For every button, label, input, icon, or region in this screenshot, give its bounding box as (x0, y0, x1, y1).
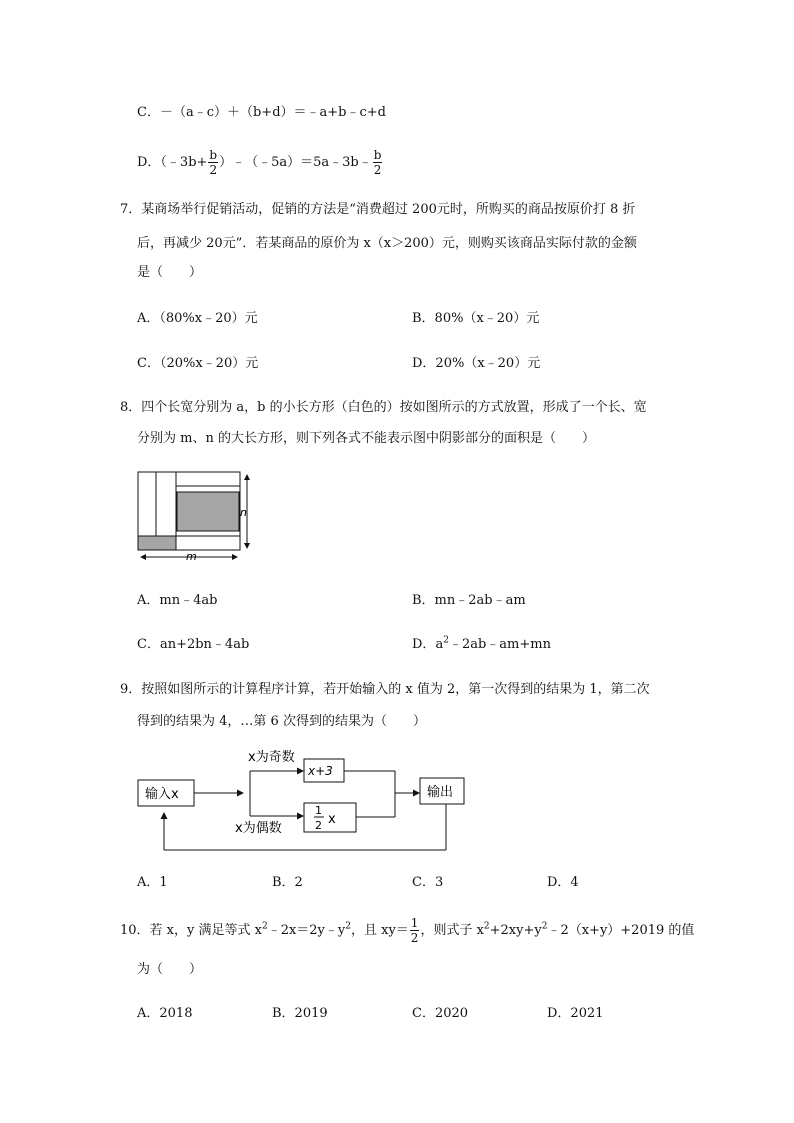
q7-option-d: D．20%（x﹣20）元 (412, 356, 541, 371)
q6-option-c: C．－（a﹣c）＋（b+d）＝﹣a+b﹣c+d (137, 105, 386, 120)
input-label: 输入x (145, 787, 179, 802)
half-x: x (328, 812, 336, 827)
plus3-label: x+3 (308, 764, 333, 778)
q9-option-a: A．1 (137, 875, 168, 890)
q6-option-d-prefix: D．（﹣3b+ (137, 155, 208, 170)
q10-fraction: $\frac{1}{2}$ (410, 916, 419, 945)
q10-option-d: D．2021 (547, 1006, 604, 1021)
q9-option-d: D．4 (547, 875, 579, 890)
q6-fraction-1: $\frac{b}{2}$ (209, 148, 218, 177)
q9-flowchart (130, 742, 480, 857)
q7-option-c: C．（20%x﹣20）元 (137, 356, 259, 371)
q6-fraction-2: $\frac{b}{2}$ (373, 148, 382, 177)
q10-option-b: B．2019 (272, 1006, 328, 1021)
odd-label: x为奇数 (248, 750, 295, 765)
q9-stem-line-1: 9．按照如图所示的计算程序计算，若开始输入的 x 值为 2，第一次得到的结果为 1，第二次 (120, 682, 650, 697)
q7-stem-line-2: 后，再减少 20元”．若某商品的原价为 x（x＞200）元，则购买该商品实际付款的金额 (137, 236, 637, 251)
q8-stem-line-1: 8．四个长宽分别为 a，b 的小长方形（白色的）按如图所示的方式放置，形成了一个长、宽 (120, 400, 647, 415)
q9-option-c: C．3 (412, 875, 444, 890)
q7-option-a: A．（80%x﹣20）元 (137, 311, 258, 326)
label-n: n (240, 506, 247, 519)
q10-option-c: C．2020 (412, 1006, 469, 1021)
label-m: m (186, 550, 197, 563)
shaded-region-bottom-left (138, 536, 176, 550)
q7-stem-line-1: 7．某商场举行促销活动，促销的方法是“消费超过 200元时，所购买的商品按原价打 8 折 (120, 202, 636, 217)
q8-option-d: D．$a^2﹣2ab﹣am+mn$ (412, 635, 551, 652)
q7-stem-line-3: 是（ ） (137, 265, 203, 280)
q10-option-a: A．2018 (137, 1006, 193, 1021)
q8-stem-line-2: 分别为 m、n 的大长方形，则下列各式不能表示图中阴影部分的面积是（ ） (137, 431, 595, 446)
output-label: 输出 (427, 785, 454, 800)
q8-option-a: A．mn﹣4ab (137, 593, 218, 608)
q9-stem-line-2: 得到的结果为 4，…第 6 次得到的结果为（ ） (137, 714, 426, 729)
even-label: x为偶数 (235, 821, 282, 836)
q8-rectangle-figure (130, 468, 260, 568)
shaded-region-right (177, 492, 239, 531)
q8-option-b: B．mn﹣2ab﹣am (412, 593, 526, 608)
q10-stem-line-1: 10．若 x，y 满足等式 $x^2﹣2x=2y﹣y^2$，且 xy＝ $\frac{1}{2}$ ，则式子 $x^2+2xy+y^2﹣2(x+y)+2019$ 的值 (120, 916, 695, 945)
q6-option-d-mid: ）﹣（﹣5a）＝5a﹣3b﹣ (219, 155, 372, 170)
q10-stem-line-2: 为（ ） (137, 962, 203, 977)
half-numerator: 1 (315, 804, 322, 817)
q6-option-d (137, 148, 383, 178)
q7-option-b: B．80%（x﹣20）元 (412, 311, 540, 326)
half-denominator: 2 (315, 819, 322, 832)
q9-option-b: B．2 (272, 875, 303, 890)
q8-option-c: C．an+2bn﹣4ab (137, 637, 250, 652)
